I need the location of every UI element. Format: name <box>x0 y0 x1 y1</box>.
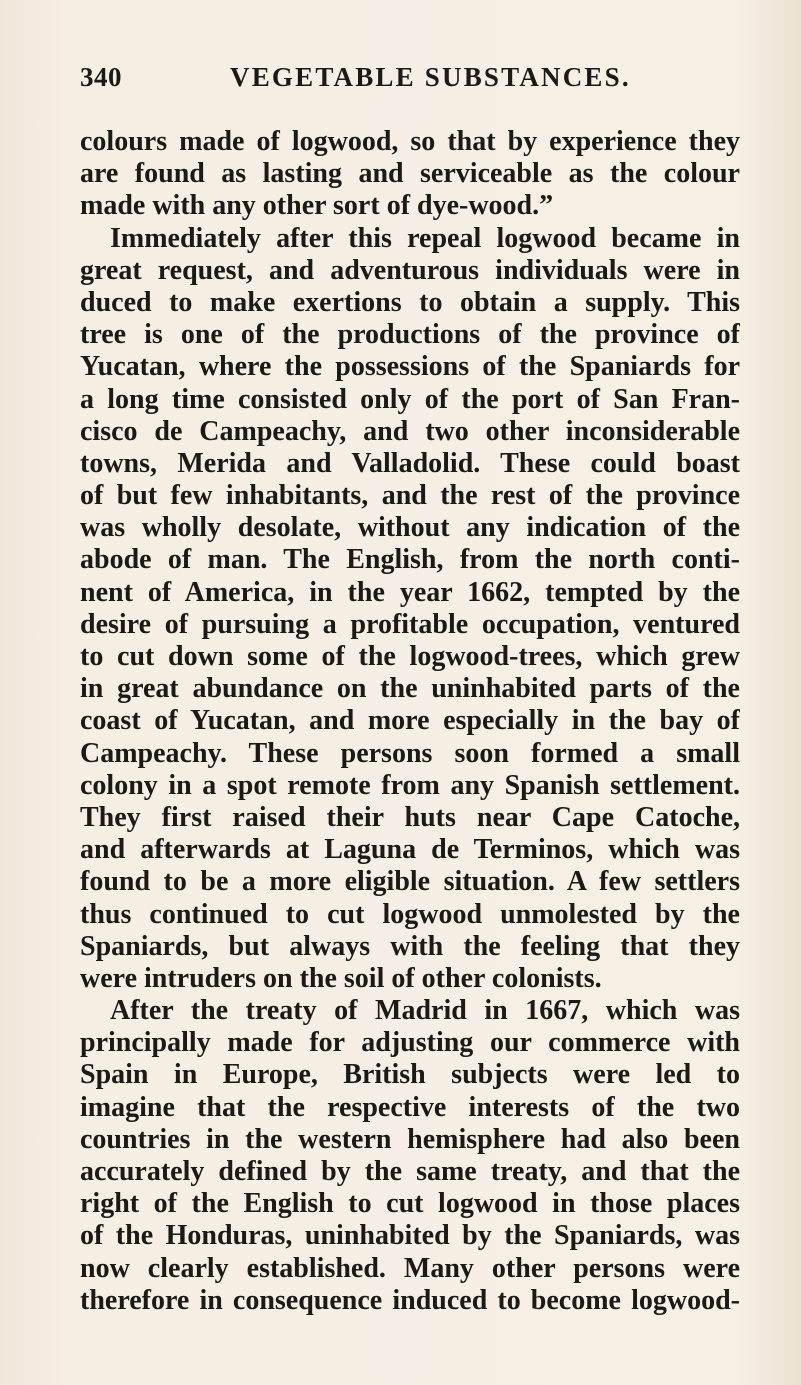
text-line: Campeachy. These persons soon formed a small <box>80 737 740 769</box>
text-line: right of the English to cut logwood in those places <box>80 1188 740 1220</box>
text-line: Yucatan, where the possessions of the Spaniards for <box>80 351 740 383</box>
text-line: towns, Merida and Valladolid. These could boast <box>80 447 740 479</box>
text-line: Spaniards, but always with the feeling that they <box>80 930 740 962</box>
text-line: great request, and adventurous individuals were in <box>80 254 740 286</box>
text-line: Immediately after this repeal logwood became in <box>110 222 740 254</box>
running-head: VEGETABLE SUBSTANCES. <box>230 62 631 92</box>
text-line: desire of pursuing a profitable occupation, ventured <box>80 608 740 640</box>
text-line: made with any other sort of dye-wood.” <box>80 190 554 222</box>
text-line: colours made of logwood, so that by experience they <box>80 126 740 157</box>
text-line: of but few inhabitants, and the rest of the province <box>80 480 740 512</box>
body-text <box>80 126 740 1317</box>
text-line: a long time consisted only of the port of San Fran- <box>80 383 740 415</box>
text-line: After the treaty of Madrid in 1667, which was <box>110 995 740 1027</box>
text-line: therefore in consequence induced to become logwood- <box>80 1284 740 1316</box>
text-line: Spain in Europe, British subjects were led to <box>80 1059 740 1091</box>
text-line: thus continued to cut logwood unmolested by the <box>80 898 740 930</box>
text-line: abode of man. The English, from the north conti- <box>80 544 740 576</box>
text-line: to cut down some of the logwood-trees, which grew <box>80 641 740 672</box>
text-line: in great abundance on the uninhabited parts of the <box>80 673 740 705</box>
text-line: of the Honduras, uninhabited by the Spaniards, was <box>80 1220 740 1252</box>
text-line: found to be a more eligible situation. A few settlers <box>80 866 740 898</box>
text-line: duced to make exertions to obtain a supply. This <box>80 286 740 318</box>
text-line: were intruders on the soil of other colonists. <box>80 962 602 994</box>
text-line: colony in a spot remote from any Spanish settlement. <box>80 769 740 801</box>
text-line: and afterwards at Laguna de Terminos, which was <box>80 834 740 866</box>
text-line: They first raised their huts near Cape Catoche, <box>80 801 740 833</box>
text-line: principally made for adjusting our commerce with <box>80 1027 740 1059</box>
text-line: accurately defined by the same treaty, and that the <box>80 1156 740 1187</box>
text-line: coast of Yucatan, and more especially in the bay of <box>80 705 740 737</box>
page-number: 340 <box>80 62 122 92</box>
text-line: tree is one of the productions of the province of <box>80 319 740 351</box>
text-line: are found as lasting and serviceable as the colour <box>80 158 740 190</box>
text-line: now clearly established. Many other persons were <box>80 1252 740 1284</box>
text-line: imagine that the respective interests of the two <box>80 1091 740 1123</box>
text-line: cisco de Campeachy, and two other inconsiderable <box>80 415 740 447</box>
text-line: was wholly desolate, without any indication of the <box>80 512 740 544</box>
page-header <box>80 62 760 102</box>
text-line: countries in the western hemisphere had also been <box>80 1123 740 1155</box>
text-line: nent of America, in the year 1662, tempted by the <box>80 576 740 608</box>
